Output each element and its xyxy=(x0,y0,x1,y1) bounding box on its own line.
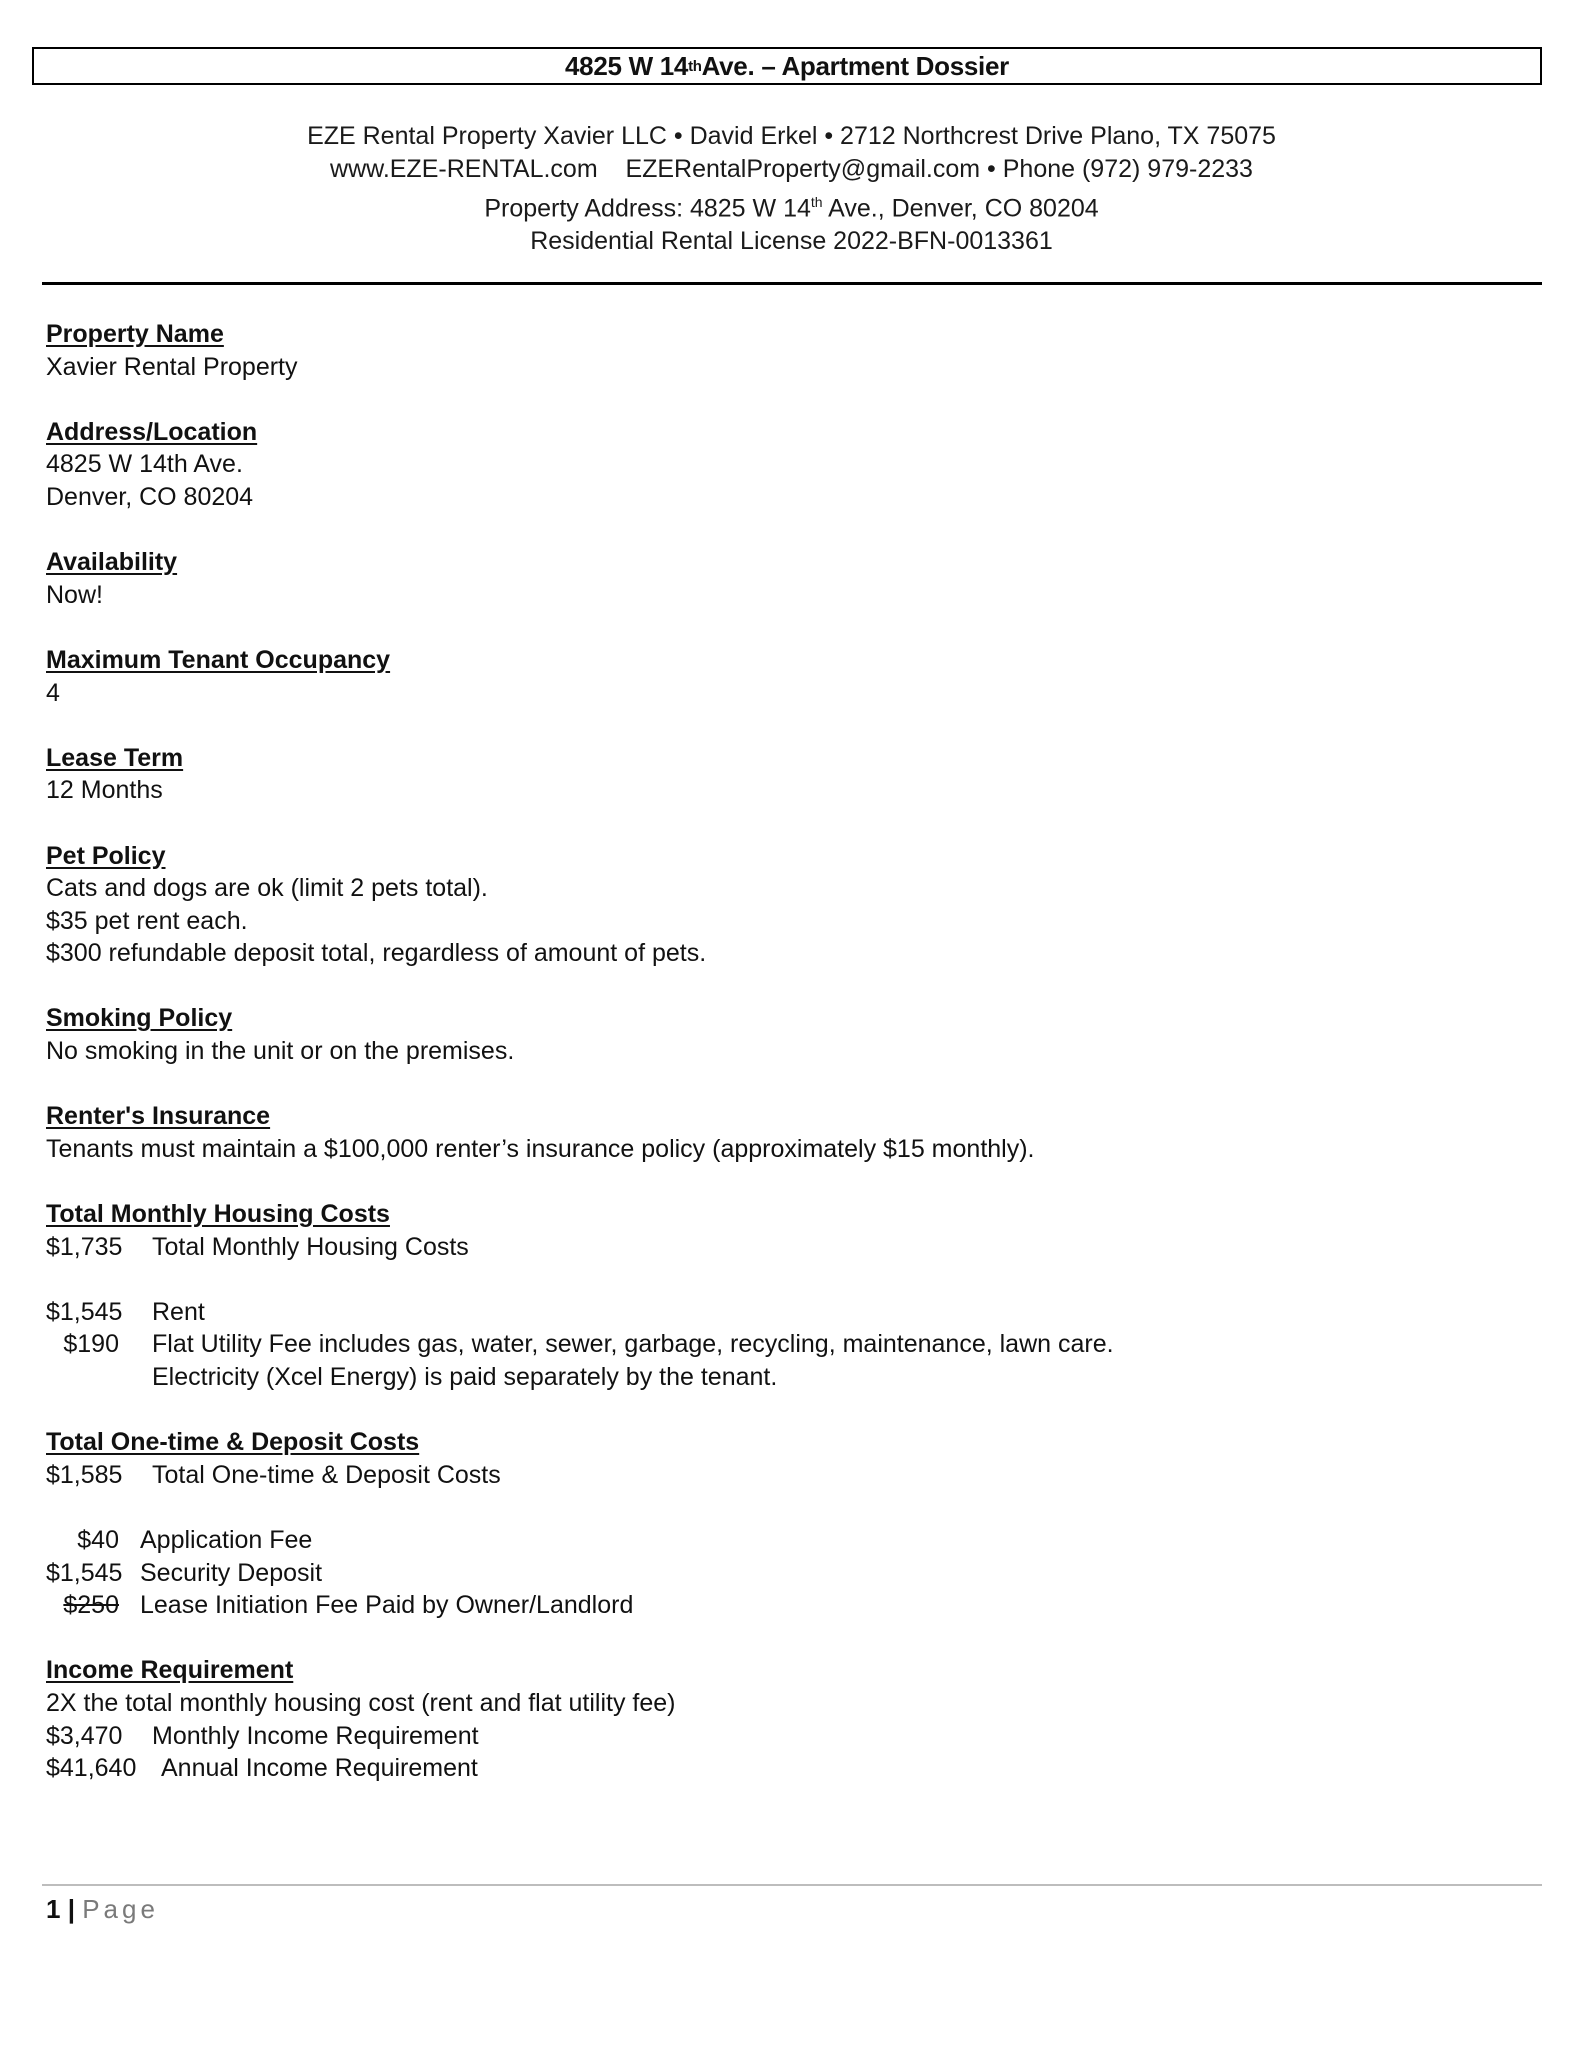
security-deposit-label: Security Deposit xyxy=(140,1558,323,1587)
onetime-total-row xyxy=(46,1459,1526,1492)
company-header xyxy=(0,120,1583,258)
lease-fee-amount: $250 xyxy=(63,1591,119,1620)
address-heading: Address/Location xyxy=(46,417,258,446)
lease-term-section xyxy=(46,742,1526,807)
monthly-costs-heading: Total Monthly Housing Costs xyxy=(46,1200,390,1229)
pet-policy-line: $35 pet rent each. xyxy=(46,906,248,935)
smoking-policy-value: No smoking in the unit or on the premises. xyxy=(46,1037,515,1066)
monthly-total-amount: $1,735 xyxy=(46,1232,123,1261)
rent-row xyxy=(46,1296,1526,1329)
title-suffix: Ave. – Apartment Dossier xyxy=(701,50,1009,81)
address-section xyxy=(46,416,1526,514)
monthly-total-row xyxy=(46,1231,1526,1264)
pet-policy-section xyxy=(46,840,1526,970)
property-name-section xyxy=(46,318,1526,383)
application-fee-label: Application Fee xyxy=(140,1525,313,1554)
onetime-costs-section xyxy=(46,1426,1526,1622)
header-company-line: EZE Rental Property Xavier LLC • David Erkel • 2712 Northcrest Drive Plano, TX 75075 xyxy=(307,122,1276,150)
utility-amount: $190 xyxy=(63,1330,119,1359)
dossier-content xyxy=(46,318,1526,1817)
income-description: 2X the total monthly housing cost (rent and flat utility fee) xyxy=(46,1688,676,1717)
income-section xyxy=(46,1654,1526,1784)
property-name-value: Xavier Rental Property xyxy=(46,352,298,381)
address-line-2: Denver, CO 80204 xyxy=(46,482,254,511)
title-prefix: 4825 W 14 xyxy=(565,50,689,81)
onetime-total-amount: $1,585 xyxy=(46,1460,123,1489)
document-title xyxy=(32,47,1542,85)
insurance-heading: Renter's Insurance xyxy=(46,1102,271,1131)
insurance-section xyxy=(46,1100,1526,1165)
application-fee-row xyxy=(46,1524,1526,1557)
property-name-heading: Property Name xyxy=(46,320,224,348)
annual-income-label: Annual Income Requirement xyxy=(161,1754,478,1783)
utility-row xyxy=(46,1328,1526,1361)
header-contact-line: www.EZE-RENTAL.com EZERentalProperty@gmail.com • Phone (972) 979-2233 xyxy=(330,155,1253,183)
monthly-total-label: Total Monthly Housing Costs xyxy=(152,1232,469,1261)
income-heading: Income Requirement xyxy=(46,1656,294,1685)
lease-term-heading: Lease Term xyxy=(46,743,184,772)
smoking-policy-heading: Smoking Policy xyxy=(46,1004,233,1033)
lease-fee-label: Lease Initiation Fee Paid by Owner/Landlord xyxy=(140,1591,634,1620)
monthly-costs-section xyxy=(46,1198,1526,1394)
smoking-policy-section xyxy=(46,1002,1526,1067)
availability-heading: Availability xyxy=(46,548,178,577)
header-divider xyxy=(42,282,1542,285)
monthly-income-row xyxy=(46,1720,1526,1753)
occupancy-value: 4 xyxy=(46,678,60,707)
lease-fee-row xyxy=(46,1589,1526,1622)
footer-separator: | xyxy=(67,1894,75,1924)
header-address-line xyxy=(0,186,1583,225)
monthly-income-label: Monthly Income Requirement xyxy=(152,1721,479,1750)
footer-divider xyxy=(42,1884,1542,1886)
rent-amount: $1,545 xyxy=(46,1297,123,1326)
address-line-1: 4825 W 14th Ave. xyxy=(46,450,243,479)
pet-policy-line: $300 refundable deposit total, regardless of amount of pets. xyxy=(46,939,707,968)
onetime-costs-heading: Total One-time & Deposit Costs xyxy=(46,1428,420,1457)
monthly-income-amount: $3,470 xyxy=(46,1721,123,1750)
security-deposit-row xyxy=(46,1557,1526,1590)
header-address-prefix: Property Address: 4825 W 14 xyxy=(484,194,811,223)
insurance-value: Tenants must maintain a $100,000 renter’s insurance policy (approximately $15 monthly). xyxy=(46,1134,1035,1163)
page-number: 1 xyxy=(46,1894,61,1924)
page-word: Page xyxy=(82,1894,159,1924)
occupancy-section xyxy=(46,644,1526,709)
occupancy-heading: Maximum Tenant Occupancy xyxy=(46,645,391,674)
header-address-sup: th xyxy=(810,194,823,210)
page-footer xyxy=(46,1894,159,1925)
header-license-line: Residential Rental License 2022-BFN-0013361 xyxy=(530,227,1053,256)
pet-policy-line: Cats and dogs are ok (limit 2 pets total). xyxy=(46,874,488,903)
availability-section xyxy=(46,546,1526,611)
header-address-suffix: Ave., Denver, CO 80204 xyxy=(822,194,1099,223)
title-sup: th xyxy=(688,57,702,75)
application-fee-amount: $40 xyxy=(77,1525,119,1554)
annual-income-row xyxy=(46,1752,1526,1785)
lease-term-value: 12 Months xyxy=(46,776,163,805)
availability-value: Now! xyxy=(46,580,103,609)
utility-label: Flat Utility Fee includes gas, water, sewer, garbage, recycling, maintenance, lawn care. xyxy=(152,1330,1114,1359)
security-deposit-amount: $1,545 xyxy=(46,1558,123,1587)
onetime-total-label: Total One-time & Deposit Costs xyxy=(152,1460,501,1489)
pet-policy-heading: Pet Policy xyxy=(46,841,166,870)
annual-income-amount: $41,640 xyxy=(46,1754,137,1783)
utility-note: Electricity (Xcel Energy) is paid separately by the tenant. xyxy=(152,1363,778,1391)
rent-label: Rent xyxy=(152,1297,205,1326)
